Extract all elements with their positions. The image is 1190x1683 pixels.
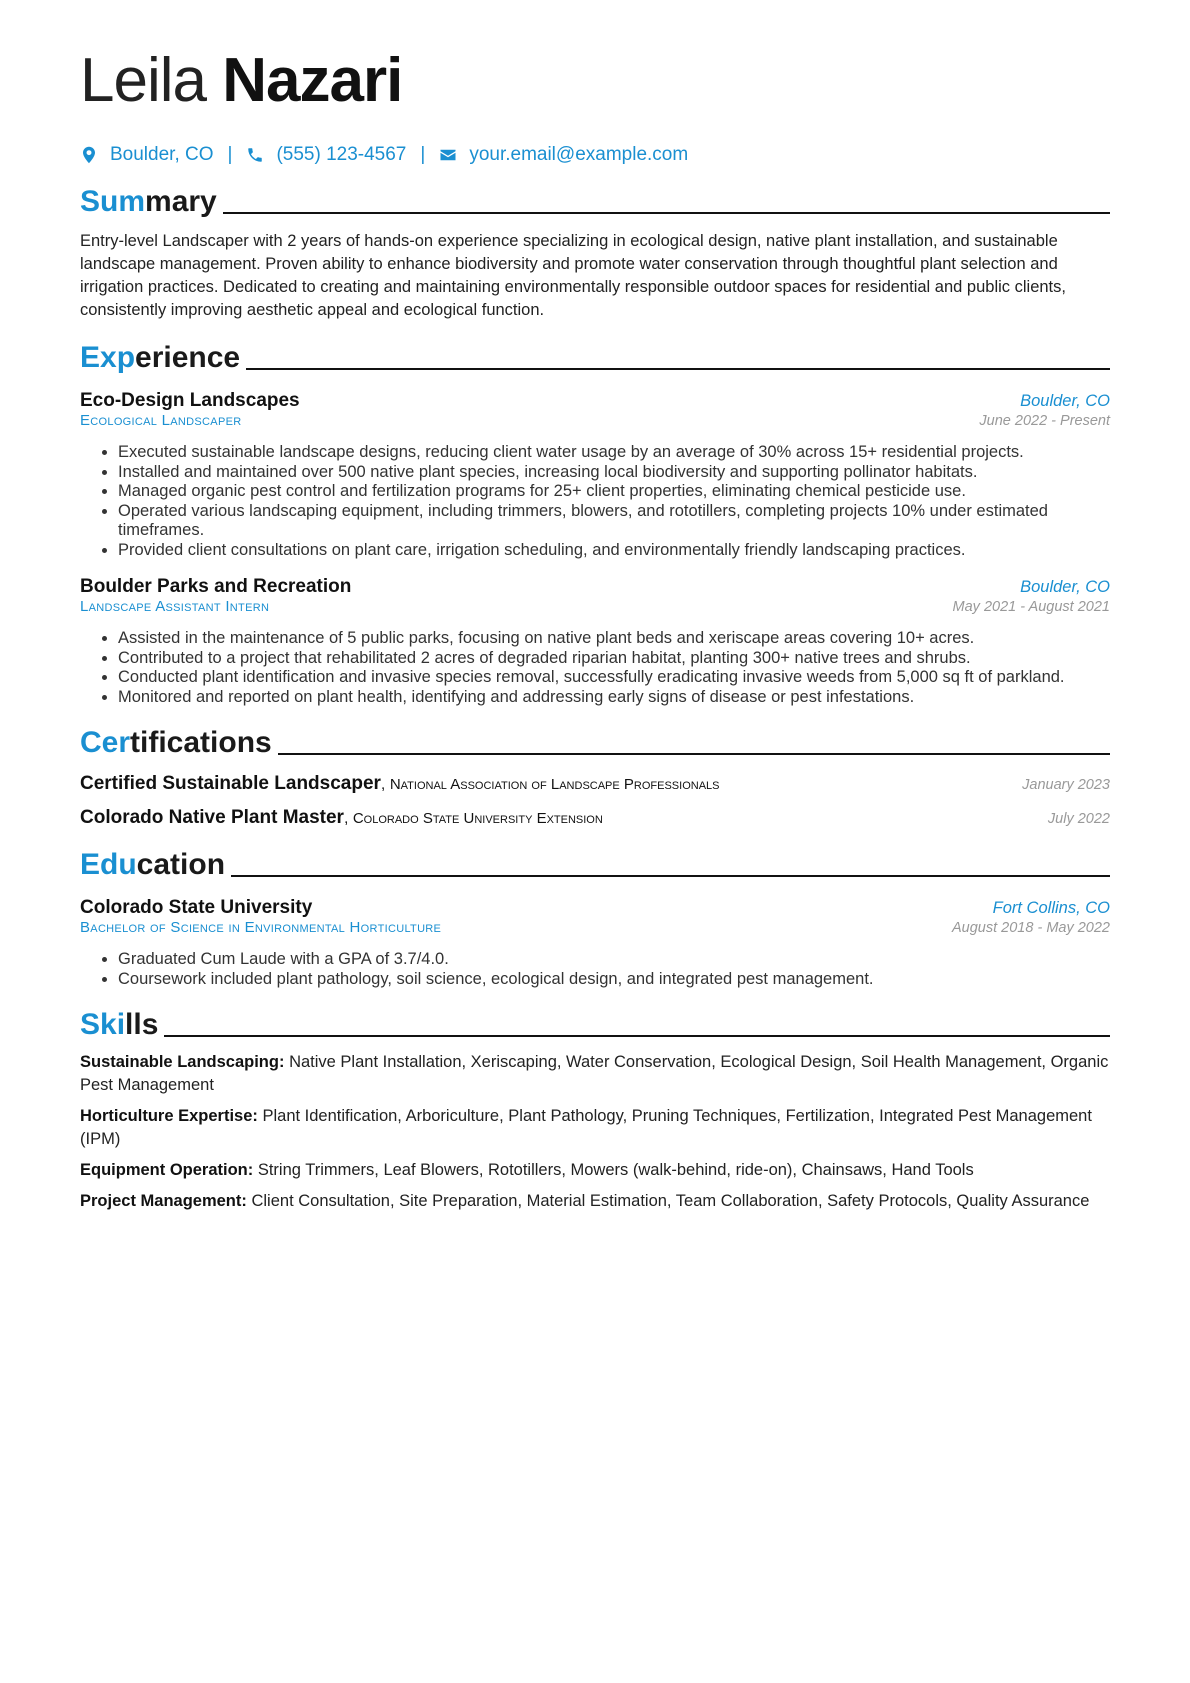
experience-entry (80, 576, 1110, 707)
certification-title: Colorado Native Plant Master (80, 807, 344, 828)
job-location: Boulder, CO (1020, 578, 1110, 596)
list-item: • Managed organic pest control and fertilization programs for 25+ client properties, eliminating chemical pesticide use. (118, 482, 1110, 502)
job-dates: May 2021 - August 2021 (952, 599, 1110, 615)
certification-issuer: National Association of Landscape Professionals (389, 776, 720, 793)
list-item: • Graduated Cum Laude with a GPA of 3.7/4.0. (118, 950, 1110, 970)
list-item: • Contributed to a project that rehabilitated 2 acres of degraded riparian habitat, planting 300+ native trees and shrubs. (118, 649, 1110, 669)
phone-icon (246, 146, 264, 164)
section-title: Certifications (80, 726, 272, 759)
last-name: Nazari (222, 46, 403, 115)
skill-values: Plant Identification, Arboriculture, Plant Pathology, Pruning Techniques, Fertilization, Integrated Pest Management (IPM) (80, 1107, 1092, 1148)
skill-category: Sustainable Landscaping: (80, 1053, 285, 1071)
summary-heading (80, 184, 1110, 220)
contact-email[interactable] (439, 144, 688, 166)
certification-item: Certified Sustainable Landscaper, National Association of Landscape Professionals January 2023 (80, 773, 1110, 794)
education-heading (80, 847, 1110, 883)
email-link[interactable]: your.email@example.com (469, 144, 689, 165)
section-rule (223, 212, 1110, 214)
school-name: Colorado State University (80, 897, 313, 918)
degree-title: Bachelor of Science in Environmental Horticulture (80, 919, 442, 936)
list-item: • Conducted plant identification and invasive species removal, successfully eradicating invasive weeds from 5,000 sq ft of parkland. (118, 668, 1110, 688)
section-rule (278, 753, 1110, 755)
certifications-heading (80, 725, 1110, 761)
list-item: • Executed sustainable landscape designs, reducing client water usage by an average of 30% across 15+ residential projects. (118, 443, 1110, 463)
certification-issuer: Colorado State University Extension (352, 810, 603, 827)
employer-name: Boulder Parks and Recreation (80, 576, 352, 597)
section-rule (231, 875, 1110, 877)
section-title: Summary (80, 185, 217, 218)
section-rule (164, 1035, 1110, 1037)
list-item: • Assisted in the maintenance of 5 public parks, focusing on native plant beds and xeriscape areas covering 10+ acres. (118, 629, 1110, 649)
skill-line (80, 1190, 1110, 1213)
certification-title: Certified Sustainable Landscaper (80, 773, 381, 794)
achievement-list (80, 443, 1110, 560)
contact-bar (80, 144, 1110, 166)
job-location: Boulder, CO (1020, 392, 1110, 410)
skill-line (80, 1051, 1110, 1097)
contact-separator: | (227, 144, 233, 165)
envelope-icon (439, 146, 457, 164)
list-item: • Operated various landscaping equipment, including trimmers, blowers, and rototillers, completing projects 10% under estimated timeframes. (118, 502, 1110, 541)
achievement-list (80, 629, 1110, 707)
section-title: Experience (80, 341, 241, 374)
list-item: • Monitored and reported on plant health, identifying and addressing early signs of disease or pest infestations. (118, 688, 1110, 708)
phone-text: (555) 123-4567 (276, 144, 407, 165)
job-dates: June 2022 - Present (979, 413, 1110, 429)
first-name: Leila (80, 46, 206, 115)
list-item: • Installed and maintained over 500 native plant species, increasing local biodiversity and supporting pollinator habitats. (118, 463, 1110, 483)
candidate-name (80, 40, 1110, 122)
school-location: Fort Collins, CO (992, 899, 1110, 917)
contact-location (80, 144, 214, 166)
section-title: Skills (80, 1008, 159, 1041)
skill-category: Project Management: (80, 1192, 247, 1210)
skills-heading (80, 1007, 1110, 1043)
education-entry (80, 897, 1110, 989)
list-item: • Coursework included plant pathology, soil science, ecological design, and integrated pest management. (118, 970, 1110, 990)
education-dates: August 2018 - May 2022 (952, 920, 1110, 936)
experience-entry (80, 390, 1110, 560)
employer-name: Eco-Design Landscapes (80, 390, 300, 411)
map-marker-icon (80, 146, 98, 164)
job-title: Landscape Assistant Intern (80, 598, 270, 615)
location-text: Boulder, CO (110, 144, 214, 165)
skill-values: String Trimmers, Leaf Blowers, Rototillers, Mowers (walk-behind, ride-on), Chainsaws, Hand Tools (257, 1161, 974, 1179)
certification-date: July 2022 (1047, 811, 1110, 827)
skill-values: Native Plant Installation, Xeriscaping, Water Conservation, Ecological Design, Soil Health Management, Organic Pest Management (80, 1053, 1109, 1094)
skill-values: Client Consultation, Site Preparation, Material Estimation, Team Collaboration, Safety Protocols, Quality Assurance (251, 1192, 1090, 1210)
certification-item: Colorado Native Plant Master, Colorado State University Extension July 2022 (80, 807, 1110, 828)
certification-date: January 2023 (1022, 777, 1110, 793)
skill-category: Horticulture Expertise: (80, 1107, 258, 1125)
section-rule (246, 368, 1110, 370)
contact-phone[interactable] (246, 144, 406, 166)
summary-text: Entry-level Landscaper with 2 years of hands-on experience specializing in ecological design, native plant installation, and sustainable landscape management. Proven ability to enhance biodiversity and promote water conservation through thoughtful plant selection and irrigation practices. Dedicated to creating and maintaining environmentally responsible outdoor spaces for residential and public clients, consistently improving aesthetic appeal and ecological function. (80, 232, 1066, 319)
skill-category: Equipment Operation: (80, 1161, 254, 1179)
skill-line (80, 1159, 1110, 1182)
skill-line (80, 1105, 1110, 1151)
section-title: Education (80, 848, 226, 881)
experience-heading (80, 340, 1110, 376)
contact-separator: | (420, 144, 426, 165)
education-details-list (80, 950, 1110, 989)
job-title: Ecological Landscaper (80, 412, 242, 429)
list-item: • Provided client consultations on plant care, irrigation scheduling, and environmentally friendly landscaping practices. (118, 541, 1110, 561)
